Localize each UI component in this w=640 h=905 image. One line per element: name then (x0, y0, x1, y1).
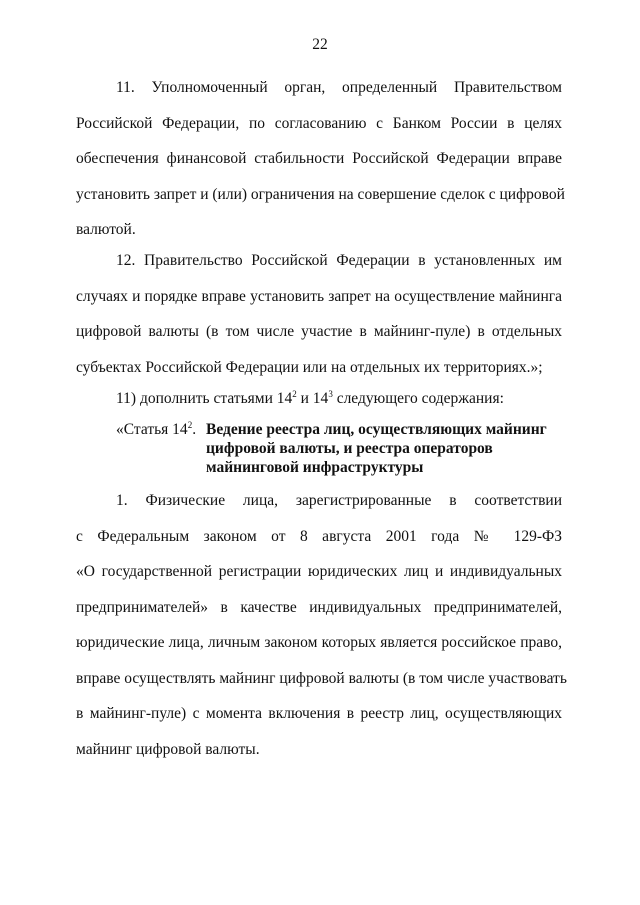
text-line: майнинг цифровой валюты. (76, 740, 260, 758)
text-line: предпринимателей» в качестве индивидуальных предпринимателей, (76, 598, 562, 616)
text-line: случаях и порядке вправе установить запрет на осуществление майнинга (76, 287, 562, 305)
amend-suffix: следующего содержания: (332, 390, 504, 407)
text-line: валютой. (76, 221, 136, 238)
article-title-line: Ведение реестра лиц, осуществляющих майнинг (206, 421, 547, 438)
article-title (206, 420, 556, 477)
article-title-line: майнинговой инфраструктуры (206, 459, 424, 476)
article-paragraph-1 (76, 483, 567, 767)
text-line: юридические лица, личным законом которых является российское право, (76, 634, 562, 651)
text-line: цифровой валюты (в том числе участие в майнинг-пуле) в отдельных (76, 323, 562, 340)
superscript: 3 (328, 389, 333, 399)
article-label (116, 420, 196, 439)
text-line (76, 381, 562, 417)
text-line: «О государственной регистрации юридических лиц и индивидуальных (76, 563, 562, 580)
article-label-suffix: . (192, 421, 197, 438)
amendment-11 (76, 381, 562, 417)
text-line: субъектах Российской Федерации или на отдельных их территориях.»; (76, 358, 543, 376)
text-line: 1. Физические лица, зарегистрированные в соответствии (116, 492, 562, 509)
superscript: 2 (187, 420, 193, 430)
paragraph-12 (76, 243, 562, 385)
page-number: 22 (312, 36, 328, 53)
article-title-line: цифровой валюты, и реестра операторов (206, 440, 493, 457)
amend-mid: и 14 (296, 390, 329, 407)
paragraph-11 (76, 70, 565, 248)
text-line: 12. Правительство Российской Федерации в установленных им (116, 252, 562, 269)
text-line: обеспечения финансовой стабильности Российской Федерации вправе (76, 150, 562, 167)
text-line: в майнинг-пуле) с момента включения в реестр лиц, осуществляющих (76, 705, 562, 722)
text-line: 11. Уполномоченный орган, определенный Правительством (116, 79, 562, 96)
amend-prefix: 11) дополнить статьями 14 (116, 390, 293, 407)
article-label-prefix: «Статья 14 (116, 421, 188, 438)
text-line: Российской Федерации, по согласованию с Банком России в целях (76, 114, 562, 132)
superscript: 2 (292, 389, 297, 399)
text-line: установить запрет и (или) ограничения на совершение сделок с цифровой (76, 185, 565, 203)
text-line: вправе осуществлять майнинг цифровой валюты (в том числе участвовать (76, 669, 567, 687)
text-line: с Федеральным законом от 8 августа 2001 года № 129-ФЗ (76, 527, 562, 545)
